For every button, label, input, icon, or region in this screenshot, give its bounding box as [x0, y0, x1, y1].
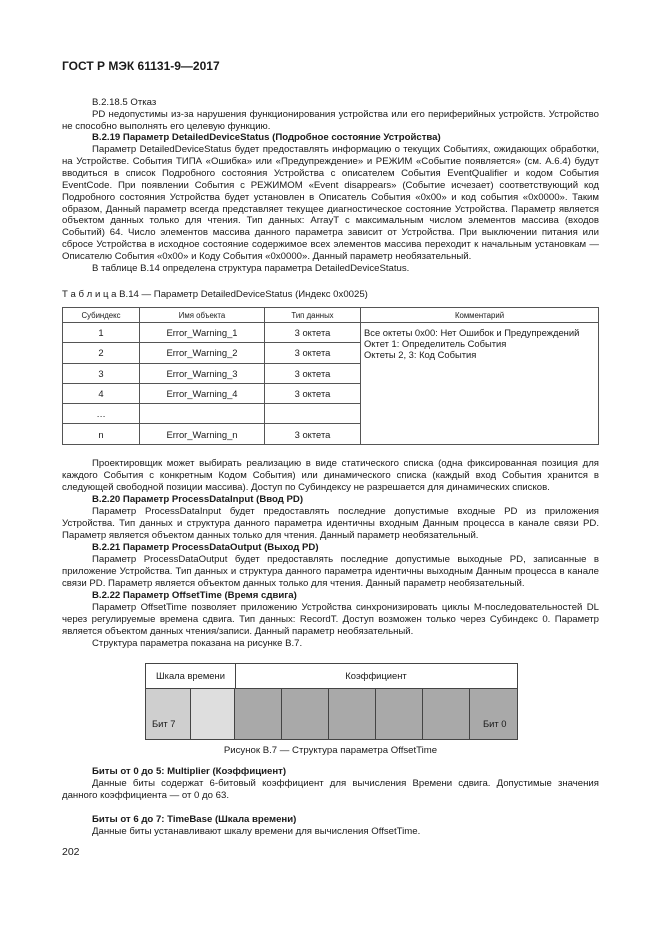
parameter-table	[62, 307, 599, 445]
paragraph: Параметр DetailedDeviceStatus будет предоставлять информацию о текущих Событиях, ожидающих обработки, на Устройстве. События ТИПА «Ошибка» или «Предупреждение» и РЕЖИМ «Событие появляется» (см. А.6.4) будут вводиться в список Подробного состояния Устройства с описателем События EventQualifier и кодом События EventCode. При появлении События с РЕЖИМОМ «Event disappears» (Событие исчезает) соответствующий код Подробного состояния Устройства будет установлен в Описатель События «0x00» и код события «0x0000». Таким образом, Данный параметр всегда представляет текущее диагностическое состояние Устройства. Параметр является объектом данных только для чтения. Тип данных: ArrayT с максимальным числом элементов массива (входов Событий) 64. Число элементов массива данного параметра зависит от Устройства. При выключении питания или сбросе Устройства в исходное состояние содержимое всех элементов массива переходит к начальным установкам — Описателю События «0x00» и Коду События «0x0000». Данный параметр необязательный.	[62, 144, 599, 263]
paragraph: PD недопустимы из-за нарушения функционирования устройства или его периферийных устройств. Устройство не способно выполнять его целевую функцию.	[62, 109, 599, 132]
section-title: Биты от 0 до 5: Multiplier (Коэффициент)	[92, 766, 287, 777]
cell: Error_Warning_1	[140, 323, 265, 343]
cell	[265, 404, 361, 424]
section-title: B.2.19 Параметр DetailedDeviceStatus (Подробное состояние Устройства)	[92, 132, 441, 143]
bit-cell	[376, 689, 423, 739]
comment-cell	[361, 323, 599, 445]
cell: 3 октета	[265, 383, 361, 403]
cell: Error_Warning_2	[140, 343, 265, 363]
coefficient-label: Коэффициент	[345, 670, 407, 681]
cell: 3	[63, 363, 140, 383]
bit0-label: Бит 0	[483, 718, 507, 729]
column-header: Комментарий	[361, 308, 599, 323]
bit-cell	[329, 689, 376, 739]
cell: 3 октета	[265, 424, 361, 444]
paragraph: В таблице В.14 определена структура параметра DetailedDeviceStatus.	[92, 263, 410, 274]
bit-cell	[191, 689, 235, 739]
comment-line: Октет 1: Определитель События	[364, 338, 507, 349]
section-title: Биты от 6 до 7: TimeBase (Шкала времени)	[92, 814, 297, 825]
comment-line: Октеты 2, 3: Код События	[364, 349, 477, 360]
section-title: B.2.20 Параметр ProcessDataInput (Ввод PD)	[92, 494, 304, 505]
column-header: Субиндекс	[63, 308, 140, 323]
paragraph: Проектировщик может выбирать реализацию в виде статического списка (одна фиксированная позиция для каждого События с конкретным Кодом События) или динамического списка (каждый вход События хранится в следующей свободной позиции массива). Доступ по Субиндексу не разрешается для динамических списков.	[62, 458, 599, 493]
timebase-label: Шкала времени	[146, 664, 236, 688]
section-title: B.2.18.5 Отказ	[92, 97, 157, 108]
cell: 3 октета	[265, 343, 361, 363]
cell: Error_Warning_3	[140, 363, 265, 383]
bit-cell	[282, 689, 329, 739]
paragraph: Данные биты устанавливают шкалу времени для вычисления OffsetTime.	[92, 826, 421, 837]
paragraph: Структура параметра показана на рисунке В.7.	[92, 638, 303, 649]
cell: 3 октета	[265, 363, 361, 383]
cell: 2	[63, 343, 140, 363]
cell	[140, 404, 265, 424]
page-number: 202	[62, 846, 80, 858]
bit-cell	[470, 689, 517, 739]
paragraph: Параметр OffsetTime позволяет приложению Устройства синхронизировать циклы М-последовательностей DL через регулируемые времена сдвига. Тип данных: RecordT. Доступ возможен только через Субиндекс 0. Параметр является объектом данных чтения/записи. Данный параметр необязательный.	[62, 602, 599, 637]
cell: n	[63, 424, 140, 444]
table-caption: Т а б л и ц а В.14 — Параметр DetailedDeviceStatus (Индекс 0x0025)	[62, 289, 368, 300]
section-title: B.2.22 Параметр OffsetTime (Время сдвига)	[92, 590, 297, 601]
paragraph: Параметр ProcessDataInput будет предоставлять последние допустимые входные PD из приложения Устройства. Тип данных и структура данного параметра идентичны входным Данным процесса в канале связи PD. Параметр является объектом данных только для чтения. Данный параметр необязательный.	[62, 506, 599, 541]
cell: Error_Warning_4	[140, 383, 265, 403]
paragraph: Параметр ProcessDataOutput будет предоставлять последние допустимые выходные PD, записанные в приложение Устройства. Тип данных и структура данного параметра идентичны выходным Данным процесса в канале связи PD. Параметр является объектом данных только для чтения. Данный параметр необязательный.	[62, 554, 599, 589]
column-header: Имя объекта	[140, 308, 265, 323]
figure-header-row	[146, 664, 517, 689]
bit7-label: Бит 7	[152, 718, 176, 729]
comment-line: Все октеты 0x00: Нет Ошибок и Предупреждений	[364, 327, 580, 338]
bit-cell	[146, 689, 191, 739]
column-header: Тип данных	[265, 308, 361, 323]
section-title: B.2.21 Параметр ProcessDataOutput (Выход PD)	[92, 542, 319, 553]
cell: 3 октета	[265, 323, 361, 343]
offsettime-structure-figure	[145, 663, 518, 740]
paragraph: Данные биты содержат 6-битовый коэффициент для вычисления Времени сдвига. Допустимые значения данного коэффициента — от 0 до 63.	[62, 778, 599, 801]
cell: 1	[63, 323, 140, 343]
figure-caption: Рисунок В.7 — Структура параметра OffsetTime	[223, 745, 438, 756]
cell: 4	[63, 383, 140, 403]
table-header-row	[63, 308, 599, 323]
bit-cell	[423, 689, 470, 739]
bit-cell	[235, 689, 282, 739]
document-header: ГОСТ Р МЭК 61131-9—2017	[62, 59, 220, 73]
cell: …	[63, 404, 140, 424]
cell: Error_Warning_n	[140, 424, 265, 444]
table-row	[63, 323, 599, 343]
